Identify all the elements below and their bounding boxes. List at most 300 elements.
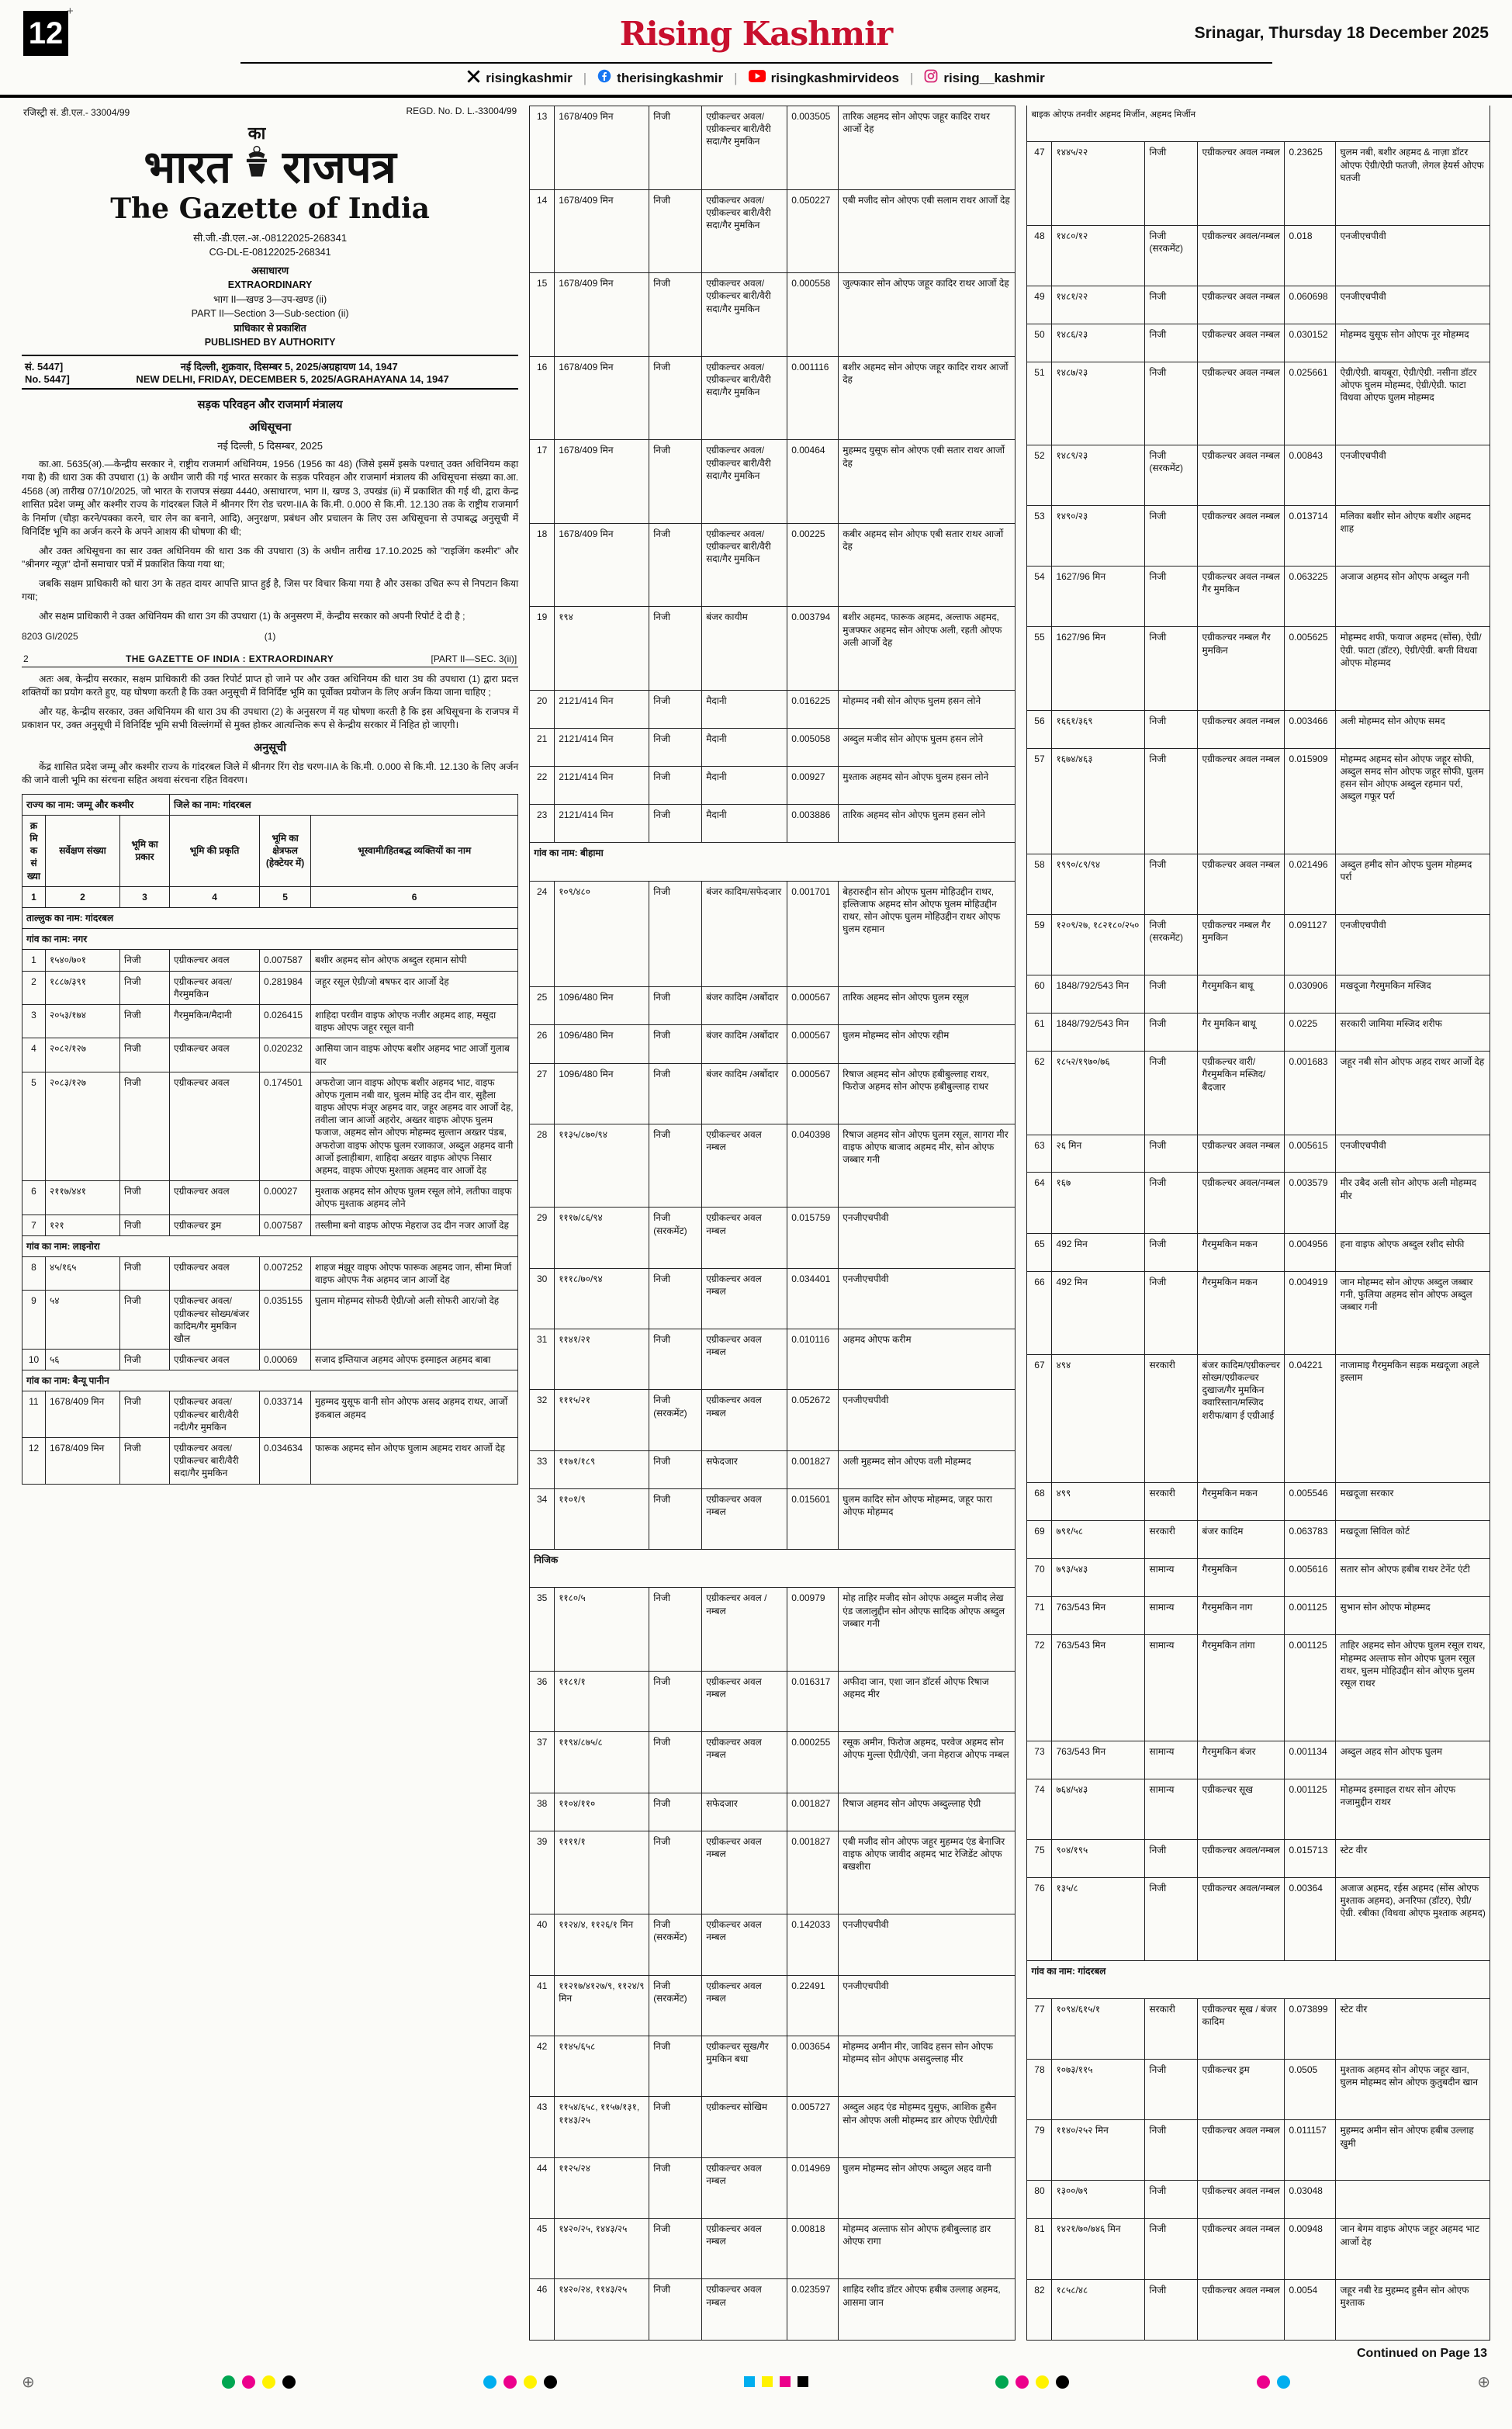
cell-land-type: निजी xyxy=(120,1181,170,1214)
cell-survey: 1678/409 मिन xyxy=(46,1391,120,1438)
cell-area: 0.010116 xyxy=(787,1329,839,1390)
cell-owner: मुश्ताक अहमद सोन ओएफ जहूर खान, घुलम मोहम्मद सोन ओएफ कुतुबदीन खान xyxy=(1336,2060,1490,2120)
cell-survey: ५६ xyxy=(46,1350,120,1370)
cell-serial: 28 xyxy=(530,1124,555,1208)
cell-survey: १९९०/८९/९४ xyxy=(1052,854,1145,915)
cell-land-type: निजी xyxy=(1145,2279,1198,2340)
cell-area: 0.063225 xyxy=(1285,567,1336,627)
cell-serial: 62 xyxy=(1027,1052,1052,1135)
plot-row xyxy=(530,729,1015,767)
cell-survey: १४९०/२३ xyxy=(1052,506,1145,567)
cell-serial: 38 xyxy=(530,1793,555,1831)
page2-running-title: THE GAZETTE OF INDIA : EXTRAORDINARY xyxy=(125,653,334,664)
cell-area: 0.040398 xyxy=(787,1124,839,1208)
cell-area: 0.001125 xyxy=(1285,1597,1336,1635)
cell-land-nature: गैरमुमकिन नाग xyxy=(1198,1597,1285,1635)
cell-owner: फारूक अहमद सोन ओएफ घुलाम अहमद राथर आर्जो देह xyxy=(311,1438,518,1485)
cell-area: 0.016317 xyxy=(787,1671,839,1731)
cell-owner: एनजीएचपीवी xyxy=(1336,915,1490,975)
cell-land-nature: एग्रीकल्चर अवल नम्बल xyxy=(702,2219,787,2279)
cell-land-type: निजी xyxy=(649,881,702,987)
cell-serial: 50 xyxy=(1027,324,1052,362)
cell-area: 0.00069 xyxy=(260,1350,311,1370)
cell-survey: १३००/७९ xyxy=(1052,2181,1145,2219)
plot-row xyxy=(530,1208,1015,1268)
cell-owner: मोहम्मद युसूफ सोन ओएफ नूर मोहम्मद xyxy=(1336,324,1490,362)
page-number-box: 12 xyxy=(23,11,68,56)
cell-owner: अली मोहम्मद सोन ओएफ समद xyxy=(1336,710,1490,748)
notification-heading: अधिसूचना xyxy=(248,421,292,434)
cell-survey: २०५३/१७४ xyxy=(46,1004,120,1038)
cell-area: 0.003466 xyxy=(1285,710,1336,748)
cell-land-type: निजी xyxy=(649,273,702,357)
declaration-para-1: अतः अब, केन्द्रीय सरकार, सक्षम प्राधिकारी की उक्त रिपोर्ट प्राप्त हो जाने पर और उक्त अधिनियम की धारा 3घ की उपधारा (1) द्वारा प्रदत्त शक्तियों का प्रयोग करते हुए, यह घोषणा करती है कि उक्त अनुसूची में विनिर्दिष्ट भूमि का पूर्वोक्त प्रयोजन के लिए अर्जन किया जाना चाहिए ; xyxy=(22,673,519,698)
cell-area: 0.0054 xyxy=(1285,2279,1336,2340)
cell-survey: १२०९/२७, १८२१८०/२५० xyxy=(1052,915,1145,975)
cell-area: 0.001125 xyxy=(1285,1635,1336,1741)
cell-area: 0.00364 xyxy=(1285,1877,1336,1960)
cell-serial: 30 xyxy=(530,1268,555,1329)
cell-survey: 2121/414 मिन xyxy=(555,767,649,805)
gazette-column-3 xyxy=(1026,106,1490,2341)
cell-land-nature: एग्रीकल्चर अवल नम्बल xyxy=(1198,2120,1285,2181)
cell-owner: जहूर नबी रेड मुहम्मद हुसैन सोन ओएफ मुश्ताक xyxy=(1336,2279,1490,2340)
plot-row xyxy=(1027,1999,1490,2060)
cell-survey: 1848/792/543 मिन xyxy=(1052,975,1145,1014)
cell-land-type: निजी xyxy=(649,2219,702,2279)
cell-serial: 20 xyxy=(530,691,555,729)
header-num: 3 xyxy=(120,886,170,907)
cell-land-type: निजी xyxy=(120,1350,170,1370)
cell-land-type: निजी xyxy=(649,607,702,691)
color-marks-right xyxy=(995,2375,1069,2389)
cell-land-type: निजी xyxy=(649,356,702,440)
cell-area: 0.030152 xyxy=(1285,324,1336,362)
cell-owner: सतार सोन ओएफ हबीब राथर टेनेंट एंटी xyxy=(1336,1559,1490,1597)
plot-row xyxy=(1027,2219,1490,2279)
schedule-table-part2 xyxy=(529,106,1015,2341)
cell-owner: मलिका बशीर सोन ओएफ बशीर अहमद शाह xyxy=(1336,506,1490,567)
cell-land-type: सामान्य xyxy=(1145,1597,1198,1635)
newspaper-header xyxy=(0,0,1512,98)
cell-land-nature: एग्रीकल्चर अवल नम्बल xyxy=(702,1732,787,1793)
cell-survey: १४२१/७०/७४६ मिन xyxy=(1052,2219,1145,2279)
gazette-column-2 xyxy=(529,106,1015,2341)
cell-area: 0.052672 xyxy=(787,1390,839,1450)
gazette-title-ka: का xyxy=(247,123,266,144)
cell-owner: मोहम्मद अमीन मीर, जाविद हसन सोन ओएफ मोहम्मद सोन ओएफ असदुल्लाह मीर xyxy=(839,2036,1015,2096)
cell-land-nature: एग्रीकल्चर सूख / बंजर कादिम xyxy=(1198,1999,1285,2060)
cell-owner: एनजीएचपीवी xyxy=(1336,225,1490,286)
part-hindi: भाग II—खण्ड 3—उप-खण्ड (ii) xyxy=(213,294,327,305)
cell-owner: मुश्ताक अहमद सोन ओएफ घुलम रसूल लोने, लतीफा वाइफ ओएफ मुश्ताक अहमद लोने xyxy=(311,1181,518,1214)
cell-land-type: निजी xyxy=(120,1391,170,1438)
cell-land-nature: एग्रीकल्चर वारी/गैरमुमकिन मस्जिद/बैदजार xyxy=(1198,1052,1285,1135)
cell-land-nature: एग्रीकल्चर अवल/एग्रीकल्चर बारी/वैरी सदा/गैर मुमकिन xyxy=(702,189,787,273)
cell-land-nature: एग्रीकल्चर अवल नम्बल xyxy=(702,1390,787,1450)
cell-owner: अब्दुल अहद सोन ओएफ घुलम xyxy=(1336,1741,1490,1779)
cell-land-type: निजी xyxy=(649,523,702,607)
header-num: 5 xyxy=(260,886,311,907)
cell-serial: 36 xyxy=(530,1671,555,1731)
cell-owner: ऐग्री/ऐग्री. बायबूरा, ऐग्री/ऐग्री. नसीना डॉटर ओएफ घुलम मोहम्मद, ऐग्री/ऐग्री. फाटा विधवा ओएफ घुलम मोहम्मद xyxy=(1336,362,1490,445)
plot-row xyxy=(530,691,1015,729)
cell-owner: शाहिद रशीद डॉटर ओएफ हबीब उल्लाह अहमद, आसमा जान xyxy=(839,2279,1015,2341)
cell-land-nature: एग्रीकल्चर अवल xyxy=(170,1256,260,1290)
cell-land-nature: एग्रीकल्चर अवल नम्बल गैर मुमकिन xyxy=(1198,567,1285,627)
cell-serial: 60 xyxy=(1027,975,1052,1014)
cell-survey: ११२५/२४ xyxy=(555,2157,649,2218)
cell-survey: 1678/409 मिन xyxy=(555,523,649,607)
cell-survey: १३५/८ xyxy=(1052,1877,1145,1960)
cell-area: 0.00948 xyxy=(1285,2219,1336,2279)
cell-land-type: निजी xyxy=(1145,1014,1198,1052)
village-section-label: गांव का नाम: लाइनोरा xyxy=(22,1235,518,1256)
cell-land-type: निजी (सरकमेंट) xyxy=(1145,445,1198,505)
cell-survey: १६७ xyxy=(1052,1173,1145,1233)
cell-serial: 42 xyxy=(530,2036,555,2096)
cell-land-type: निजी xyxy=(120,1038,170,1072)
cell-area: 0.03048 xyxy=(1285,2181,1336,2219)
cell-area: 0.073899 xyxy=(1285,1999,1336,2060)
plot-row xyxy=(1027,225,1490,286)
print-registration-strip xyxy=(22,2372,1490,2392)
cell-survey: 763/543 मिन xyxy=(1052,1635,1145,1741)
cell-survey: 1678/409 मिन xyxy=(555,440,649,524)
cell-area: 0.23625 xyxy=(1285,142,1336,225)
cell-land-nature: एग्रीकल्चर अवल नम्बल xyxy=(702,1831,787,1914)
plot-row xyxy=(1027,1635,1490,1741)
cell-area: 0.015909 xyxy=(1285,748,1336,854)
cell-owner: मुहम्मद युसूफ सोन ओएफ एबी सतार राथर आर्जो देह xyxy=(839,440,1015,524)
plot-row xyxy=(1027,975,1490,1014)
cell-owner: एनजीएचपीवी xyxy=(839,1975,1015,2036)
cell-serial: 55 xyxy=(1027,627,1052,710)
cell-land-type: निजी xyxy=(649,1588,702,1672)
cell-serial: 33 xyxy=(530,1450,555,1488)
cell-owner: मखदूजा गैरमुमकिन मस्जिद xyxy=(1336,975,1490,1014)
village-section-label: गांव का नाम: बैन्यू पानीन xyxy=(22,1370,518,1391)
cell-land-type: निजी xyxy=(649,2279,702,2341)
plot-row xyxy=(1027,1741,1490,1779)
cell-survey: १६७४/४६३ xyxy=(1052,748,1145,854)
taluk-label: ताल्लुक का नाम: गांदरबल xyxy=(22,908,518,929)
print-color-mark xyxy=(544,2375,557,2389)
cell-owner: तस्लीमा बनो वाइफ ओएफ मेहराज उद दीन नजर आर्जो देह xyxy=(311,1214,518,1235)
cell-survey: ११२४/४, ११२६/१ मिन xyxy=(555,1914,649,1975)
plot-row xyxy=(530,1390,1015,1450)
district-label: जिले का नाम: गांदरबल xyxy=(170,794,518,815)
cell-land-type: निजी xyxy=(1145,627,1198,710)
plot-row xyxy=(22,971,518,1004)
registration-target-icon: ⊕ xyxy=(1477,2373,1490,2391)
cell-owner: रसूक अमीन, फिरोज अहमद, परवेज अहमद सोन ओएफ मुल्ला ऐग्री/ऐग्री, जना मेहराज ओएफ नम्बल xyxy=(839,1732,1015,1793)
cell-land-nature: गैरमुमकिन मकन xyxy=(1198,1233,1285,1271)
cell-land-type: सामान्य xyxy=(1145,1635,1198,1741)
plot-row xyxy=(22,1291,518,1350)
plot-row xyxy=(1027,1014,1490,1052)
cell-survey: ११३५/८७०/९४ xyxy=(555,1124,649,1208)
print-color-mark xyxy=(524,2375,537,2389)
cell-owner: शाहिदा परवीन वाइफ ओएफ नजीर अहमद शाह, मसूदा वाइफ ओएफ जहूर रसूल वानी xyxy=(311,1004,518,1038)
plot-row xyxy=(1027,2181,1490,2219)
cell-land-type: सरकारी xyxy=(1145,1483,1198,1521)
cell-land-nature: एग्रीकल्चर अवल/गैरमुमकिन xyxy=(170,971,260,1004)
cell-serial: 43 xyxy=(530,2097,555,2157)
notification-para-2: और उक्त अधिसूचना का सार उक्त अधिनियम की धारा 3क की उपधारा (3) के अधीन तारीख 17.10.2025 को "राइजिंग कश्मीर" और "श्रीनगर न्यूज़" दोनों समाचार पत्रों में प्रकाशित किया गया था; xyxy=(22,545,519,570)
cell-survey: ४९४ xyxy=(1052,1354,1145,1483)
cell-serial: 12 xyxy=(22,1438,46,1485)
carryover-row xyxy=(1027,106,1490,142)
cell-land-type: निजी xyxy=(120,1291,170,1350)
cell-area: 0.007252 xyxy=(260,1256,311,1290)
plot-row xyxy=(22,1038,518,1072)
cell-land-nature: एग्रीकल्चर अवल नम्बल xyxy=(1198,362,1285,445)
cell-area: 0.003654 xyxy=(787,2036,839,2096)
plot-row xyxy=(530,2219,1015,2279)
cell-area: 0.005546 xyxy=(1285,1483,1336,1521)
cell-serial: 64 xyxy=(1027,1173,1052,1233)
cell-land-type: निजी xyxy=(649,1063,702,1124)
header-land-nature: भूमि की प्रकृति xyxy=(170,815,260,886)
authority-hindi: प्राधिकार से प्रकाशित xyxy=(234,323,306,334)
cell-survey: ११८१/१ xyxy=(555,1671,649,1731)
cell-area: 0.00843 xyxy=(1285,445,1336,505)
plot-row xyxy=(530,1588,1015,1672)
social-separator: | xyxy=(909,70,914,85)
cell-land-nature: बंजर कादिम /अर्बोदार xyxy=(702,1063,787,1124)
cell-land-nature: एग्रीकल्चर अवल/एग्रीकल्चर बारी/वैरी सदा/गैर मुमकिन xyxy=(702,440,787,524)
cell-survey: ११२१७/४१२७/९, ११२४/९ मिन xyxy=(555,1975,649,2036)
print-color-mark xyxy=(780,2376,791,2387)
cell-survey: 1848/792/543 मिन xyxy=(1052,1014,1145,1052)
social-link-instagram[interactable] xyxy=(924,69,1044,87)
cell-owner: आसिया जान वाइफ ओएफ बशीर अहमद भाट आर्जो गुलाब वार xyxy=(311,1038,518,1072)
cell-serial: 63 xyxy=(1027,1135,1052,1173)
cell-land-nature: एग्रीकल्चर अवल/एग्रीकल्चर बारी/वैरी सदा/गैर मुमकिन xyxy=(170,1438,260,1485)
cell-serial: 26 xyxy=(530,1025,555,1063)
cell-serial: 58 xyxy=(1027,854,1052,915)
header-survey: सर्वेक्षण संख्या xyxy=(46,815,120,886)
cell-land-nature: एग्रीकल्चर अवल/नम्बल xyxy=(1198,1839,1285,1877)
plot-row xyxy=(22,1072,518,1181)
cell-area: 0.005727 xyxy=(787,2097,839,2157)
cell-owner: मुहम्मद युसूफ वानी सोन ओएफ असद अहमद राथर, आर्जो इकबाल अहमद xyxy=(311,1391,518,1438)
schedule-rows-3 xyxy=(1027,106,1490,2341)
issue-date-english: NEW DELHI, FRIDAY, DECEMBER 5, 2025/AGRAHAYANA 14, 1947 xyxy=(136,373,449,385)
cell-owner: सरकारी जामिया मस्जिद शरीफ xyxy=(1336,1014,1490,1052)
cell-land-nature: बंजर कायीम xyxy=(702,607,787,691)
cell-land-type: सरकारी xyxy=(1145,1521,1198,1559)
instagram-icon xyxy=(924,69,938,87)
cell-area: 0.0225 xyxy=(1285,1014,1336,1052)
cell-owner: अजाज अहमद सोन ओएफ अब्दुल गनी xyxy=(1336,567,1490,627)
cell-land-nature: गैरमुमकिन बाथू xyxy=(1198,975,1285,1014)
plot-row xyxy=(530,2157,1015,2218)
cell-land-nature: एग्रीकल्चर अवल/नम्बल xyxy=(1198,1877,1285,1960)
cell-area: 0.000567 xyxy=(787,1025,839,1063)
cell-area: 0.000567 xyxy=(787,987,839,1025)
social-link-youtube[interactable] xyxy=(749,70,899,86)
cell-area: 0.000255 xyxy=(787,1732,839,1793)
cell-land-type: निजी xyxy=(120,1004,170,1038)
social-separator: | xyxy=(734,70,738,85)
cell-area: 0.281984 xyxy=(260,971,311,1004)
cell-land-type: निजी xyxy=(120,1438,170,1485)
cell-owner: रिषाज अहमद सोन ओएफ अब्दुल्लाह ऐग्री xyxy=(839,1793,1015,1831)
cell-serial: 78 xyxy=(1027,2060,1052,2120)
dateline: Srinagar, Thursday 18 December 2025 xyxy=(1194,24,1489,42)
cell-area: 0.063783 xyxy=(1285,1521,1336,1559)
cell-survey: १२१ xyxy=(46,1214,120,1235)
cell-land-type: सामान्य xyxy=(1145,1741,1198,1779)
gazette-title-bharat: भारत xyxy=(144,140,232,193)
cell-land-type: निजी xyxy=(649,767,702,805)
cell-land-type: सामान्य xyxy=(1145,1779,1198,1839)
social-link-facebook[interactable] xyxy=(597,69,723,87)
cell-area: 0.00979 xyxy=(787,1588,839,1672)
cell-owner: जान मोहम्मद सोन ओएफ अब्दुल जब्बार गनी, फुलिया अहमद सोन ओएफ अब्दुल जब्बार गनी xyxy=(1336,1271,1490,1354)
plot-row xyxy=(1027,445,1490,505)
plot-row xyxy=(530,607,1015,691)
cell-land-type: निजी xyxy=(1145,1173,1198,1233)
cell-serial: 31 xyxy=(530,1329,555,1390)
cell-survey: २०८२/१२७ xyxy=(46,1038,120,1072)
social-link-x[interactable] xyxy=(467,70,573,87)
cell-land-type: निजी xyxy=(120,950,170,971)
cell-survey: ९०४/१९५ xyxy=(1052,1839,1145,1877)
cell-land-type: निजी xyxy=(1145,2120,1198,2181)
gazette-title-hindi xyxy=(22,123,518,193)
cell-land-nature: एग्रीकल्चर अवल नम्बल xyxy=(1198,854,1285,915)
cell-area: 0.013714 xyxy=(1285,506,1336,567)
cell-survey: १११८/७०/९४ xyxy=(555,1268,649,1329)
cell-land-nature: बंजर कादिम /अर्बोदार xyxy=(702,987,787,1025)
cell-area: 0.004919 xyxy=(1285,1271,1336,1354)
plot-row xyxy=(530,189,1015,273)
cell-area: 0.004956 xyxy=(1285,1233,1336,1271)
color-marks-left xyxy=(222,2375,296,2389)
print-color-mark xyxy=(242,2375,255,2389)
cell-land-nature: बंजर कादिम/एग्रीकल्चर सोख्म/एग्रीकल्चर दुखाज/गैर मुमकिन क्वारिस्तान/मस्जिद शरीफ/बाग ई एग्रीआई xyxy=(1198,1354,1285,1483)
registry-number-english: REGD. No. D. L.-33004/99 xyxy=(406,106,517,116)
cell-area: 0.023597 xyxy=(787,2279,839,2341)
cell-land-type: निजी (सरकमेंट) xyxy=(649,1390,702,1450)
cell-land-type: निजी xyxy=(649,1124,702,1208)
cell-land-nature: एग्रीकल्चर अवल नम्बल xyxy=(1198,445,1285,505)
table-header-row xyxy=(22,815,518,886)
cell-area: 0.091127 xyxy=(1285,915,1336,975)
village-section-label: गांव का नाम: बीहामा xyxy=(530,843,1015,881)
cell-owner: रिषाज अहमद सोन ओएफ हबीबुल्लाह राथर, फिरोज अहमद सोन ओएफ हबीबुल्लाह राथर xyxy=(839,1063,1015,1124)
cell-area: 0.22491 xyxy=(787,1975,839,2036)
cell-land-type: निजी xyxy=(1145,748,1198,854)
cell-serial: 71 xyxy=(1027,1597,1052,1635)
cell-survey: २६ मिन xyxy=(1052,1135,1145,1173)
plot-row xyxy=(22,1391,518,1438)
cell-area: 0.035155 xyxy=(260,1291,311,1350)
cell-land-type: निजी xyxy=(649,1329,702,1390)
print-color-mark xyxy=(503,2375,517,2389)
village-section-label: गांव का नाम: नगर xyxy=(22,929,518,950)
cell-land-type: निजी xyxy=(1145,2181,1198,2219)
cell-land-type: निजी xyxy=(649,805,702,843)
cell-owner: घुलम मोहम्मद सोन ओएफ रहीम xyxy=(839,1025,1015,1063)
village-section-row xyxy=(22,929,518,950)
gi-number: 8203 GI/2025 xyxy=(22,630,78,642)
schedule-table-part1 xyxy=(22,794,518,1485)
cell-area: 0.003886 xyxy=(787,805,839,843)
plot-row xyxy=(530,1450,1015,1488)
part-english: PART II—Section 3—Sub-section (ii) xyxy=(191,308,349,319)
cell-survey: ४९९ xyxy=(1052,1483,1145,1521)
cell-land-type: निजी (सरकमेंट) xyxy=(649,1975,702,2036)
plot-row xyxy=(530,1793,1015,1831)
cell-land-nature: गैरमुमकिन मकन xyxy=(1198,1271,1285,1354)
cell-area: 0.034401 xyxy=(787,1268,839,1329)
plot-row xyxy=(530,1671,1015,1731)
cell-land-nature: एग्रीकल्चर अवल xyxy=(170,1350,260,1370)
plot-row xyxy=(22,1004,518,1038)
cell-area: 0.001134 xyxy=(1285,1741,1336,1779)
cell-survey: 2121/414 मिन xyxy=(555,729,649,767)
cell-owner: एबी मजीद सोन ओएफ जहूर मुहम्मद एंड बेनाजिर वाइफ ओएफ जावीद अहमद भाट रेजिडेंट ओएफ बखशीरा xyxy=(839,1831,1015,1914)
cell-owner: घुलाम मोहम्मद सोफरी ऐग्री/जो अली सोफरी आर/जो देह xyxy=(311,1291,518,1350)
cell-survey: ११०४/११० xyxy=(555,1793,649,1831)
cell-land-nature: एग्रीकल्चर अवल xyxy=(170,1038,260,1072)
cell-serial: 7 xyxy=(22,1214,46,1235)
cell-serial: 35 xyxy=(530,1588,555,1672)
cell-land-nature: एग्रीकल्चर अवल नम्बल xyxy=(702,1914,787,1975)
cell-area: 0.00225 xyxy=(787,523,839,607)
cell-owner: मखदूजा सिविल कोर्ट xyxy=(1336,1521,1490,1559)
cell-owner: स्टेट वीर xyxy=(1336,1999,1490,2060)
cell-land-nature: एग्रीकल्चर सूख/गैर मुमकिन बधा xyxy=(702,2036,787,2096)
cell-survey: १११५/२१ xyxy=(555,1390,649,1450)
cell-survey: १६६१/३६९ xyxy=(1052,710,1145,748)
facebook-icon xyxy=(597,69,611,87)
cell-survey: 763/543 मिन xyxy=(1052,1597,1145,1635)
gazette-title-rajpatra: राजपत्र xyxy=(282,140,396,193)
cell-owner: मोहम्मद नबी सोन ओएफ घुलम हसन लोने xyxy=(839,691,1015,729)
plot-row xyxy=(530,1831,1015,1914)
cell-serial: 27 xyxy=(530,1063,555,1124)
cell-serial: 29 xyxy=(530,1208,555,1268)
cell-owner: एनजीएचपीवी xyxy=(1336,445,1490,505)
cell-owner: अब्दुल हमीद सोन ओएफ घुलम मोहम्मद पर्रा xyxy=(1336,854,1490,915)
cell-land-nature: एग्रीकल्चर अवल/एग्रीकल्चर बारी/वैरी सदा/गैर मुमकिन xyxy=(702,523,787,607)
cell-serial: 46 xyxy=(530,2279,555,2341)
cell-serial: 51 xyxy=(1027,362,1052,445)
state-label: राज्य का नाम: जम्मू और कश्मीर xyxy=(22,794,170,815)
cell-owner: जुल्फकार सोन ओएफ जहूर कादिर राथर आर्जो देह xyxy=(839,273,1015,357)
cell-land-nature: एग्रीकल्चर अवल नम्बल xyxy=(1198,2279,1285,2340)
village-section-label: गांव का नाम: गांदरबल xyxy=(1027,1961,1490,1999)
cell-land-nature: बंजर कादिम /अर्बोदार xyxy=(702,1025,787,1063)
plot-row xyxy=(530,1025,1015,1063)
cell-land-nature: बंजर कादिम/सफेदजार xyxy=(702,881,787,987)
cell-area: 0.014969 xyxy=(787,2157,839,2218)
cell-area: 0.000567 xyxy=(787,1063,839,1124)
village-section-row xyxy=(530,843,1015,881)
cell-owner: नाजामाइ गैरमुमकिन सड़क मखदूजा अहले इस्लाम xyxy=(1336,1354,1490,1483)
cell-land-type: निजी xyxy=(1145,286,1198,324)
social-bar xyxy=(240,62,1272,88)
print-color-mark xyxy=(222,2375,235,2389)
masthead: Rising Kashmir xyxy=(619,14,893,53)
plot-row xyxy=(22,950,518,971)
cell-area: 0.0505 xyxy=(1285,2060,1336,2120)
